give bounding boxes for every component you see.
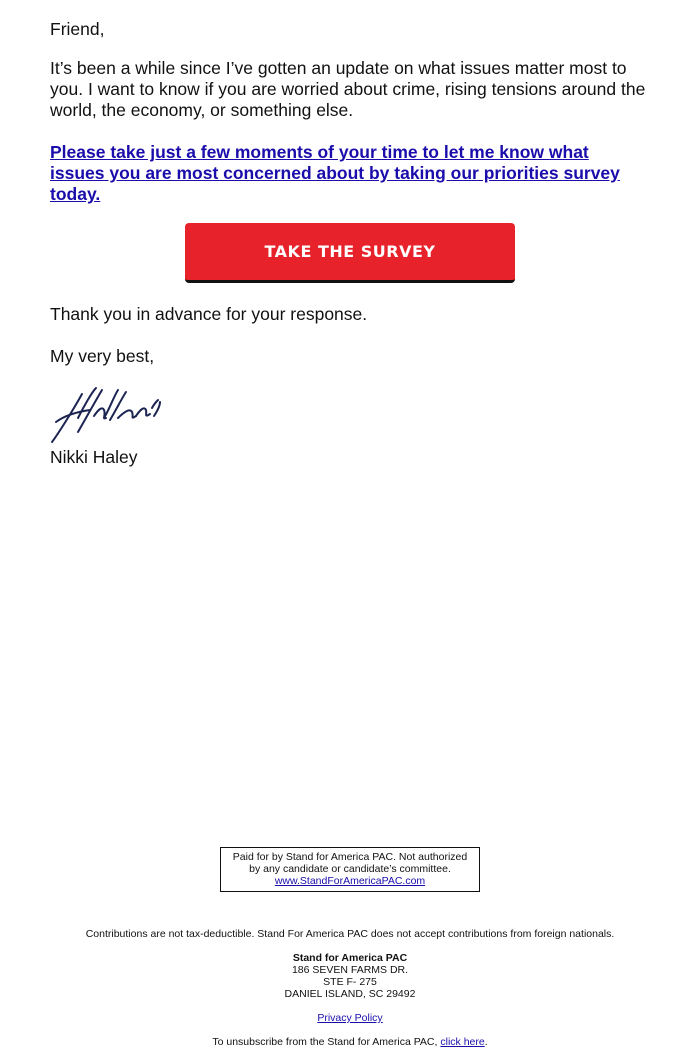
take-survey-button[interactable]: TAKE THE SURVEY — [185, 223, 515, 283]
unsubscribe-link[interactable]: click here — [440, 1036, 485, 1048]
address-line-1: 186 SEVEN FARMS DR. — [291, 964, 409, 976]
paid-for-disclaimer — [220, 847, 480, 892]
intro-paragraph: It’s been a while since I’ve gotten an update on what issues matter most to you. I want to know if you are worried about crime, rising tensions around the world, the economy, or something else. — [50, 58, 646, 120]
pac-website-link[interactable]: www.StandForAmericaPAC.com — [274, 875, 426, 887]
address-org-name: Stand for America PAC — [292, 952, 408, 964]
greeting: Friend, — [50, 19, 105, 39]
privacy-row — [0, 1012, 700, 1024]
contributions-notice: Contributions are not tax-deductible. Stand For America PAC does not accept contributions from foreign nationals. — [85, 928, 615, 940]
signature-image — [50, 382, 162, 448]
signer-name: Nikki Haley — [50, 447, 138, 467]
unsubscribe-row — [0, 1036, 700, 1048]
privacy-policy-link[interactable]: Privacy Policy — [317, 1012, 383, 1024]
signoff: My very best, — [50, 346, 155, 366]
unsubscribe-period: . — [484, 1036, 488, 1048]
disclaimer-line-1: Paid for by Stand for America PAC. Not authorized — [232, 851, 468, 863]
mailing-address — [0, 952, 700, 1000]
address-line-3: DANIEL ISLAND, SC 29492 — [284, 988, 416, 1000]
disclaimer-line-2: by any candidate or candidate’s committee. — [249, 863, 451, 875]
unsubscribe-text: To unsubscribe from the Stand for America PAC, — [212, 1036, 441, 1048]
survey-link[interactable]: Please take just a few moments of your time to let me know what issues you are most concerned about by taking our priorities survey today. — [50, 142, 620, 204]
thanks-paragraph: Thank you in advance for your response. — [50, 304, 368, 324]
address-line-2: STE F- 275 — [323, 976, 377, 988]
